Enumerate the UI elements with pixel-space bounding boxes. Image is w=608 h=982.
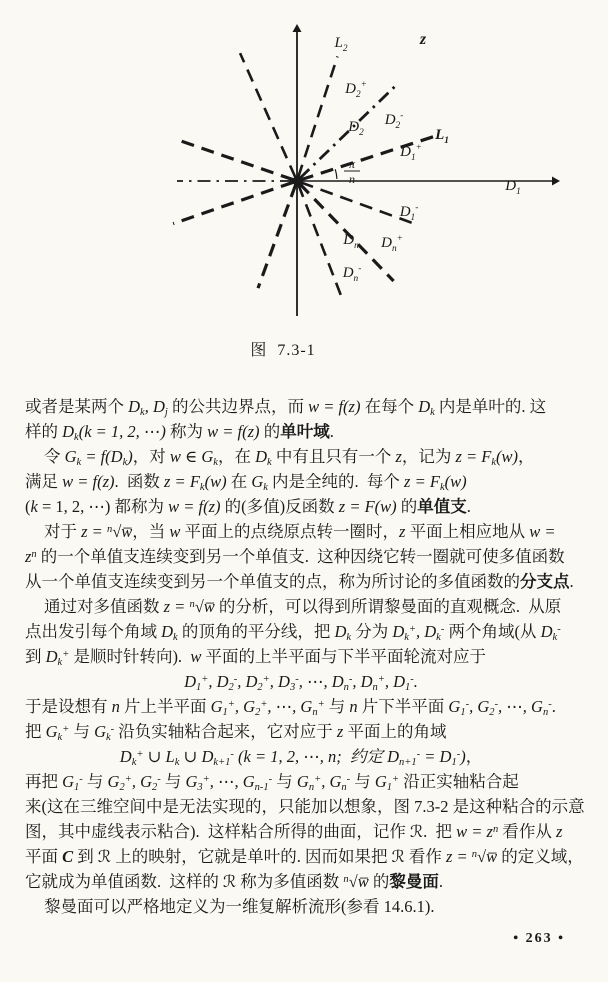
text-line-10 <box>25 619 577 644</box>
text-line-18 <box>25 819 577 844</box>
text-run: 与 <box>272 772 297 791</box>
text-run: 与 <box>324 697 350 716</box>
text-run: $G_3^+$, ⋯, $G_{n-1}^-$ <box>185 772 273 793</box>
text-run: ℛ <box>97 847 112 866</box>
text-run: 称为多值函数 <box>236 872 344 891</box>
text-run: ℛ <box>391 847 405 866</box>
text-run: ℛ <box>410 822 424 841</box>
ray-lower-right <box>298 185 342 300</box>
text-run: 分支点 <box>520 572 570 591</box>
text-run: 满足 <box>25 472 63 491</box>
ray-left-lower <box>173 182 293 223</box>
text-run: 与 <box>350 772 375 791</box>
text-run: 的一个单值支连续变到另一个单值支. 这种因绕它转一圈就可使多值函数 <box>36 547 565 566</box>
text-run: $D_k^-$ <box>540 622 561 643</box>
text-run: 黎曼面可以严格地定义为一维复解析流形(参看 14.6.1). <box>44 897 435 916</box>
text-run: 内是全纯的. 每个 <box>267 472 405 491</box>
figure-caption: 图 7.3-1 <box>250 342 316 359</box>
text-run: 与 <box>160 772 186 791</box>
text-run: ， <box>465 747 483 766</box>
label-L1: $L_1$ <box>435 127 449 146</box>
text-run: $z = F_k(w)$ <box>455 447 519 468</box>
text-run: $G_k^+$ <box>45 722 70 743</box>
text-run: 的 <box>396 497 418 516</box>
text-run: . <box>551 697 556 716</box>
text-line-2 <box>25 419 577 444</box>
text-run: 平面 <box>25 847 63 866</box>
text-run: $z^n$ <box>25 547 37 566</box>
text-run: w = f(z) <box>308 397 361 416</box>
text-run: 的定义域， <box>497 847 584 866</box>
ray-left-upper <box>176 139 293 179</box>
text-run: ，对 <box>132 447 170 466</box>
text-line-12 <box>25 669 577 694</box>
text-run: $G_2^+$, $G_2^-$ <box>107 772 161 793</box>
angle-label-numerator: π <box>348 157 356 171</box>
text-run: $D_k$ <box>418 397 435 418</box>
text-run: w = f(z) <box>207 422 260 441</box>
text-run: $G_1^+$ <box>374 772 400 793</box>
text-line-17 <box>25 794 585 819</box>
text-run: $D_k$ <box>334 622 352 643</box>
text-run: 片下半平面 <box>357 697 449 716</box>
text-run: 平面上的点绕原点转一圈时， <box>180 522 400 541</box>
text-run: 与 <box>82 772 108 791</box>
text-run: 点出发引每个角域 <box>25 622 162 641</box>
text-line-15 <box>25 744 577 769</box>
text-run: = 1, 2, ⋯) 都称为 <box>37 497 169 516</box>
label-D2-minus: $D_2^-$ <box>384 111 404 131</box>
text-run: 平面上的角域 <box>343 722 447 741</box>
text-run: . 把 <box>423 822 457 841</box>
label-D1-plus: $D_1^+$ <box>400 143 422 163</box>
text-run: z = F(w) <box>338 497 397 516</box>
text-line-5 <box>25 494 577 519</box>
text-run: 单值支 <box>417 497 467 516</box>
text-run: $w = z^n$ <box>456 822 499 841</box>
text-line-3 <box>25 444 577 469</box>
text-run: w <box>190 647 202 666</box>
text-run: 于是设想有 <box>25 697 112 716</box>
text-run: 沿负实轴粘合起来，它对应于 <box>114 722 337 741</box>
text-line-21 <box>25 894 577 919</box>
ray-lower-left <box>258 185 296 288</box>
text-run: $D_k^+$, $D_k^-$ <box>392 622 445 643</box>
text-run: 令 <box>44 447 65 466</box>
text-run: 在每个 <box>360 397 419 416</box>
text-run: $G_k = f(D_k)$ <box>64 447 133 468</box>
text-run: 是顺时针转向). <box>69 647 191 666</box>
text-run: 它就成为单值函数. 这样的 <box>25 872 223 891</box>
text-run: z = $^n$√w̅ <box>163 597 215 616</box>
text-run: w = <box>529 522 556 541</box>
text-run: ，记为 <box>401 447 456 466</box>
text-run: w <box>169 522 181 541</box>
figure-7-3-1 <box>0 0 608 362</box>
text-run: w = f(z) <box>62 472 115 491</box>
text-run: ( <box>25 497 31 516</box>
text-run: $D_k(k = 1$, 2, ⋯) <box>62 422 166 443</box>
text-run: 对于 <box>44 522 82 541</box>
text-run: $G_k$ <box>251 472 268 493</box>
text-run: w = f(z) <box>168 497 221 516</box>
text-run: 看作从 <box>498 822 556 841</box>
text-run: $G_k^-$ <box>94 722 115 743</box>
text-run: $G_n^+$, $G_n^-$ <box>296 772 351 793</box>
text-run: $^n$√w̅ <box>343 872 369 891</box>
text-run: 到 <box>25 647 46 666</box>
label-D1: $D_1$ <box>505 178 521 197</box>
text-line-1 <box>25 394 577 419</box>
text-run: z <box>336 722 344 741</box>
text-run: 样的 <box>25 422 63 441</box>
text-run: $D_k$ <box>161 622 178 643</box>
text-run: 到 <box>73 847 98 866</box>
text-run: ， <box>518 447 535 466</box>
text-run: 两个角域(从 <box>444 622 541 641</box>
text-run: . <box>569 572 574 591</box>
text-line-4 <box>25 469 577 494</box>
ray-L2 <box>298 56 337 177</box>
text-run: 来(这在三维空间中是无法实现的，只能加以想象，图 7.3-2 是这种粘合的示意 <box>25 797 585 816</box>
label-L2: $L_2$ <box>334 35 348 54</box>
text-run: . <box>438 872 443 891</box>
text-run: n <box>111 697 120 716</box>
text-run: 单叶域 <box>280 422 330 441</box>
label-z: z <box>419 31 427 48</box>
text-run: 的 <box>368 872 390 891</box>
text-run: $D_k^+$ <box>45 647 70 668</box>
text-run: 沿正实轴粘合起 <box>399 772 519 791</box>
text-run: C <box>62 847 74 866</box>
text-run: 平面上相应地从 <box>405 522 530 541</box>
text-line-9 <box>25 594 577 619</box>
text-run: $z = F_k(w)$ <box>404 472 467 493</box>
text-run: 在 <box>226 472 252 491</box>
label-D2: $D_2$ <box>348 119 364 138</box>
label-Dn-plus: $D_n^+$ <box>381 234 403 254</box>
text-line-14 <box>25 719 577 744</box>
origin-point <box>293 177 302 186</box>
text-run: 的顶角的平分线，把 <box>177 622 335 641</box>
text-run: 黎曼面 <box>389 872 439 891</box>
text-run: 的(多值)反函数 <box>220 497 339 516</box>
angle-arc <box>335 169 337 179</box>
text-run: $G_1^-$, $G_2^-$, ⋯, $G_n^-$ <box>448 697 552 718</box>
ray-upper-left <box>240 53 295 177</box>
text-run: z <box>555 822 563 841</box>
text-run: n <box>349 697 358 716</box>
text-run: 片上半平面 <box>119 697 211 716</box>
text-line-6 <box>25 519 577 544</box>
text-run: k <box>30 497 38 516</box>
text-run: 通过对多值函数 <box>44 597 164 616</box>
text-run: 的公共边界点，而 <box>167 397 309 416</box>
text-run: 图，其中虚线表示粘合). 这样粘合所得的曲面，记作 <box>25 822 410 841</box>
text-run: 上的映射，它就是单叶的. 因而如果把 <box>111 847 392 866</box>
text-run: 与 <box>69 722 95 741</box>
text-run: 中有且只有一个 <box>271 447 396 466</box>
text-run: w ∈ $G_k$ <box>169 447 218 468</box>
text-run: 称为 <box>165 422 208 441</box>
text-run: 的 <box>259 422 281 441</box>
label-Dn-minus: $D_n^-$ <box>342 264 362 284</box>
text-run: $D_k^+$ ∪ $L_k$ ∪ $D_{k+1}^-$ (k = 1, 2, ⋯, n; 约定 $D_{n+1}^- = D_1^-$) <box>119 747 466 768</box>
text-run: 看作 <box>404 847 446 866</box>
page-number: • 263 • <box>513 931 565 946</box>
text-run: ℛ <box>223 872 237 891</box>
text-line-13 <box>25 694 577 719</box>
text-run: . <box>329 422 334 441</box>
x-axis-positive-arrowhead <box>552 177 560 186</box>
label-Dn: $D_n$ <box>343 232 359 251</box>
text-line-8 <box>25 569 577 594</box>
text-run: 从一个单值支连续变到另一个单值支的点，称为所讨论的多值函数的 <box>25 572 520 591</box>
body-text <box>25 394 585 919</box>
text-line-16 <box>25 769 577 794</box>
text-line-11 <box>25 644 577 669</box>
y-axis-up-arrowhead <box>293 24 302 32</box>
text-run: . <box>466 497 471 516</box>
text-run: 的分析，可以得到所谓黎曼面的直观概念. 从原 <box>214 597 562 616</box>
text-run: 分为 <box>351 622 393 641</box>
text-run: 把 <box>25 722 46 741</box>
text-run: 再把 <box>25 772 63 791</box>
text-run: 或者是某两个 <box>25 397 129 416</box>
text-line-19 <box>25 844 584 869</box>
text-run: $D_k$, $D_j$ <box>128 397 168 418</box>
text-run: $D_1^+$, $D_2^-$, $D_2^+$, $D_3^-$, ⋯, $D_n^-$, $D_n^+$, $D_1^-$. <box>184 672 418 693</box>
text-run: z <box>395 447 402 466</box>
text-run: $z = F_k(w)$ <box>164 472 227 493</box>
text-line-7 <box>25 544 577 569</box>
label-D2-plus: $D_2^+$ <box>345 80 367 100</box>
text-run: . 函数 <box>114 472 165 491</box>
text-run: z = $^n$√w̅ <box>445 847 498 866</box>
text-run: 内是单叶的. 这 <box>434 397 547 416</box>
text-run: z <box>399 522 406 541</box>
text-run: $G_1^-$ <box>62 772 83 793</box>
text-run: 平面的上半平面与下半平面轮流对应于 <box>201 647 486 666</box>
text-run: ，在 <box>217 447 256 466</box>
angle-label-denominator: n <box>349 172 355 186</box>
text-run: ，当 <box>132 522 170 541</box>
text-run: z = $^n$√w̅ <box>81 522 133 541</box>
text-line-20 <box>25 869 577 894</box>
label-D1-minus: $D_1^-$ <box>399 203 419 223</box>
text-run: $D_k$ <box>255 447 272 468</box>
text-run: $G_1^+$, $G_2^+$, ⋯, $G_n^+$ <box>210 697 325 718</box>
